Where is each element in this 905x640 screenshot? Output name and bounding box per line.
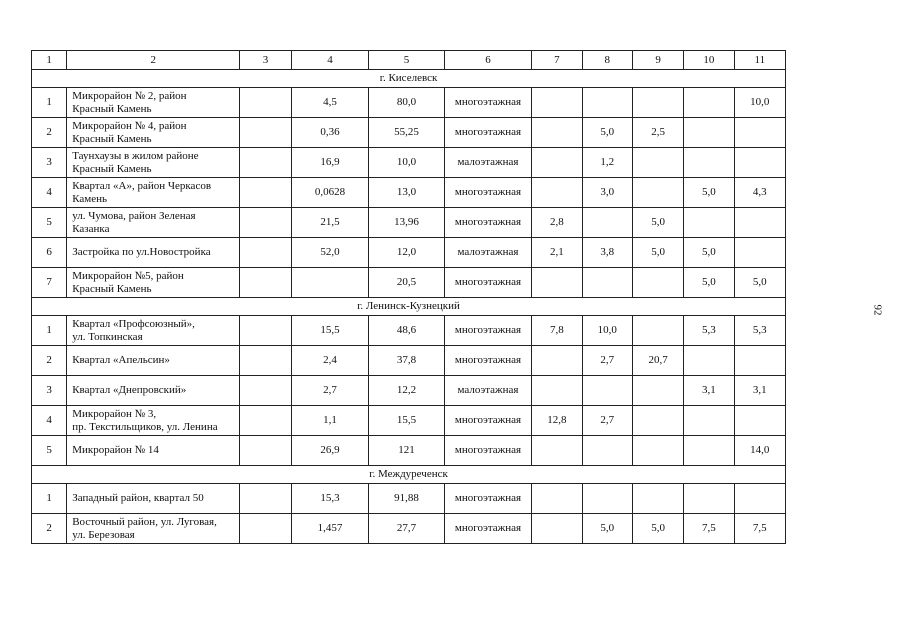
table-cell (240, 238, 291, 268)
table-cell: 1,457 (291, 514, 369, 544)
table-row (32, 316, 786, 346)
header-row (32, 51, 786, 70)
table-cell: многоэтажная (444, 178, 532, 208)
table-cell: 13,96 (369, 208, 445, 238)
table-cell (632, 316, 683, 346)
table-cell: 5,0 (632, 238, 683, 268)
table-cell (632, 268, 683, 298)
table-cell (240, 268, 291, 298)
table-cell: 5,0 (582, 514, 632, 544)
table-cell: 4 (32, 406, 67, 436)
table-cell: 5,0 (684, 238, 734, 268)
table-cell: 7,8 (532, 316, 582, 346)
table-cell (582, 88, 632, 118)
table-cell: 7 (32, 268, 67, 298)
column-number-header: 7 (532, 51, 582, 70)
table-cell: 5,0 (632, 208, 683, 238)
table-cell: 20,7 (632, 346, 683, 376)
table-cell (532, 88, 582, 118)
table-cell: многоэтажная (444, 406, 532, 436)
table-cell (240, 376, 291, 406)
table-cell: 15,5 (291, 316, 369, 346)
table-cell: многоэтажная (444, 436, 532, 466)
table-cell (240, 178, 291, 208)
table-cell (684, 208, 734, 238)
object-name-cell: Микрорайон № 2, район Красный Камень (67, 88, 240, 118)
table-row (32, 436, 786, 466)
table-cell: 2 (32, 514, 67, 544)
object-name-cell: Микрорайон №5, район Красный Камень (67, 268, 240, 298)
section-row (32, 70, 786, 88)
column-number-header: 5 (369, 51, 445, 70)
table-cell: 3 (32, 376, 67, 406)
table-cell (291, 268, 369, 298)
table-cell: 1 (32, 316, 67, 346)
table-cell: 5,0 (632, 514, 683, 544)
table-cell: 5 (32, 208, 67, 238)
table-cell: 3,0 (582, 178, 632, 208)
object-name-cell: Микрорайон № 3, пр. Текстильщиков, ул. Ленина (67, 406, 240, 436)
table-row (32, 484, 786, 514)
table-cell: 21,5 (291, 208, 369, 238)
table-cell: 10,0 (734, 88, 785, 118)
table-cell: многоэтажная (444, 316, 532, 346)
table-cell: 2,5 (632, 118, 683, 148)
table-cell: 1 (32, 484, 67, 514)
table-cell: 5,3 (734, 316, 785, 346)
table-cell: 4,3 (734, 178, 785, 208)
table-cell: 2 (32, 118, 67, 148)
table-cell: многоэтажная (444, 484, 532, 514)
table-cell: 48,6 (369, 316, 445, 346)
table-cell: многоэтажная (444, 208, 532, 238)
table-cell (582, 208, 632, 238)
column-number-header: 11 (734, 51, 785, 70)
table-cell (684, 118, 734, 148)
table-cell (582, 436, 632, 466)
table-row (32, 406, 786, 436)
table-cell (532, 484, 582, 514)
table-cell (684, 436, 734, 466)
object-name-cell: ул. Чумова, район Зеленая Казанка (67, 208, 240, 238)
table-row (32, 514, 786, 544)
table-row (32, 268, 786, 298)
table-row (32, 208, 786, 238)
table-cell (240, 88, 291, 118)
table-cell: 14,0 (734, 436, 785, 466)
table-cell (684, 406, 734, 436)
table-cell: 10,0 (582, 316, 632, 346)
table-cell (532, 514, 582, 544)
table-cell: 15,3 (291, 484, 369, 514)
object-name-cell: Квартал «Днепровский» (67, 376, 240, 406)
object-name-cell: Квартал «Профсоюзный», ул. Топкинская (67, 316, 240, 346)
column-number-header: 8 (582, 51, 632, 70)
table-cell: 0,36 (291, 118, 369, 148)
section-row (32, 298, 786, 316)
table-cell (632, 148, 683, 178)
table-cell: 3,1 (734, 376, 785, 406)
table-row (32, 238, 786, 268)
object-name-cell: Застройка по ул.Новостройка (67, 238, 240, 268)
table-cell: 5,0 (684, 178, 734, 208)
table-cell: 2,7 (582, 406, 632, 436)
table-cell (734, 406, 785, 436)
object-name-cell: Таунхаузы в жилом районе Красный Камень (67, 148, 240, 178)
table-cell (240, 118, 291, 148)
table-cell (240, 316, 291, 346)
table-cell: 3,8 (582, 238, 632, 268)
table-cell: многоэтажная (444, 346, 532, 376)
table-cell: 16,9 (291, 148, 369, 178)
table-cell (734, 484, 785, 514)
table-row (32, 376, 786, 406)
section-row (32, 466, 786, 484)
table-cell: 6 (32, 238, 67, 268)
table-cell (734, 148, 785, 178)
table-cell: 12,2 (369, 376, 445, 406)
table-cell: 2,7 (291, 376, 369, 406)
table-cell: малоэтажная (444, 148, 532, 178)
table-row (32, 178, 786, 208)
table-cell (632, 484, 683, 514)
table-cell: 26,9 (291, 436, 369, 466)
table-cell (632, 178, 683, 208)
table-cell (532, 178, 582, 208)
table-cell: 2,7 (582, 346, 632, 376)
table-cell: 1 (32, 88, 67, 118)
table-cell (240, 148, 291, 178)
table-cell (632, 376, 683, 406)
table-cell (240, 436, 291, 466)
table-cell: 5,0 (582, 118, 632, 148)
table-cell: 3 (32, 148, 67, 178)
table-cell (684, 88, 734, 118)
table-cell (734, 118, 785, 148)
table-cell: 3,1 (684, 376, 734, 406)
table-cell: малоэтажная (444, 238, 532, 268)
table-cell: 4,5 (291, 88, 369, 118)
column-number-header: 2 (67, 51, 240, 70)
table-cell: 2,8 (532, 208, 582, 238)
table-row (32, 118, 786, 148)
table-cell: 37,8 (369, 346, 445, 376)
table-cell: 80,0 (369, 88, 445, 118)
table-cell: 91,88 (369, 484, 445, 514)
table-cell: 121 (369, 436, 445, 466)
table-cell (532, 346, 582, 376)
table-cell (684, 346, 734, 376)
table-cell (532, 376, 582, 406)
table-cell: 5,3 (684, 316, 734, 346)
table-cell: 4 (32, 178, 67, 208)
table-cell (684, 148, 734, 178)
table-cell: малоэтажная (444, 376, 532, 406)
table-cell: 20,5 (369, 268, 445, 298)
table-cell: 0,0628 (291, 178, 369, 208)
object-name-cell: Микрорайон № 4, район Красный Камень (67, 118, 240, 148)
table-cell (734, 346, 785, 376)
table-cell: многоэтажная (444, 268, 532, 298)
table-cell: многоэтажная (444, 88, 532, 118)
table-cell: 2 (32, 346, 67, 376)
object-name-cell: Микрорайон № 14 (67, 436, 240, 466)
column-number-header: 4 (291, 51, 369, 70)
column-number-header: 1 (32, 51, 67, 70)
table-cell (734, 208, 785, 238)
table-cell (240, 208, 291, 238)
table-cell (240, 346, 291, 376)
section-title: г. Ленинск-Кузнецкий (32, 298, 786, 316)
table-cell (684, 484, 734, 514)
table-cell (632, 406, 683, 436)
section-title: г. Киселевск (32, 70, 786, 88)
table-cell: 15,5 (369, 406, 445, 436)
table-cell: 2,1 (532, 238, 582, 268)
table-cell: 1,2 (582, 148, 632, 178)
table-cell: 52,0 (291, 238, 369, 268)
table-cell: 5,0 (734, 268, 785, 298)
table-cell: 12,8 (532, 406, 582, 436)
table-cell: многоэтажная (444, 118, 532, 148)
page-number: 92 (871, 304, 884, 316)
table-cell: многоэтажная (444, 514, 532, 544)
table-cell (582, 484, 632, 514)
table-cell: 7,5 (684, 514, 734, 544)
table-cell (532, 148, 582, 178)
table-cell: 7,5 (734, 514, 785, 544)
object-name-cell: Квартал «А», район Черкасов Камень (67, 178, 240, 208)
table-row (32, 148, 786, 178)
table-cell: 55,25 (369, 118, 445, 148)
table-cell (240, 406, 291, 436)
table-row (32, 346, 786, 376)
column-number-header: 10 (684, 51, 734, 70)
column-number-header: 6 (444, 51, 532, 70)
table-cell: 13,0 (369, 178, 445, 208)
table-cell (632, 436, 683, 466)
table-cell: 27,7 (369, 514, 445, 544)
table-cell: 5,0 (684, 268, 734, 298)
housing-table (31, 50, 786, 544)
column-number-header: 9 (632, 51, 683, 70)
table-cell (582, 376, 632, 406)
table-cell (582, 268, 632, 298)
table-cell (240, 484, 291, 514)
table-cell: 10,0 (369, 148, 445, 178)
table-cell (532, 268, 582, 298)
section-title: г. Междуреченск (32, 466, 786, 484)
table-cell: 12,0 (369, 238, 445, 268)
table-cell (532, 118, 582, 148)
table-cell: 2,4 (291, 346, 369, 376)
object-name-cell: Квартал «Апельсин» (67, 346, 240, 376)
table-cell (632, 88, 683, 118)
table-cell (532, 436, 582, 466)
column-number-header: 3 (240, 51, 291, 70)
table-cell (240, 514, 291, 544)
object-name-cell: Восточный район, ул. Луговая, ул. Березовая (67, 514, 240, 544)
table-cell: 5 (32, 436, 67, 466)
object-name-cell: Западный район, квартал 50 (67, 484, 240, 514)
table-cell (734, 238, 785, 268)
table-cell: 1,1 (291, 406, 369, 436)
table-row (32, 88, 786, 118)
